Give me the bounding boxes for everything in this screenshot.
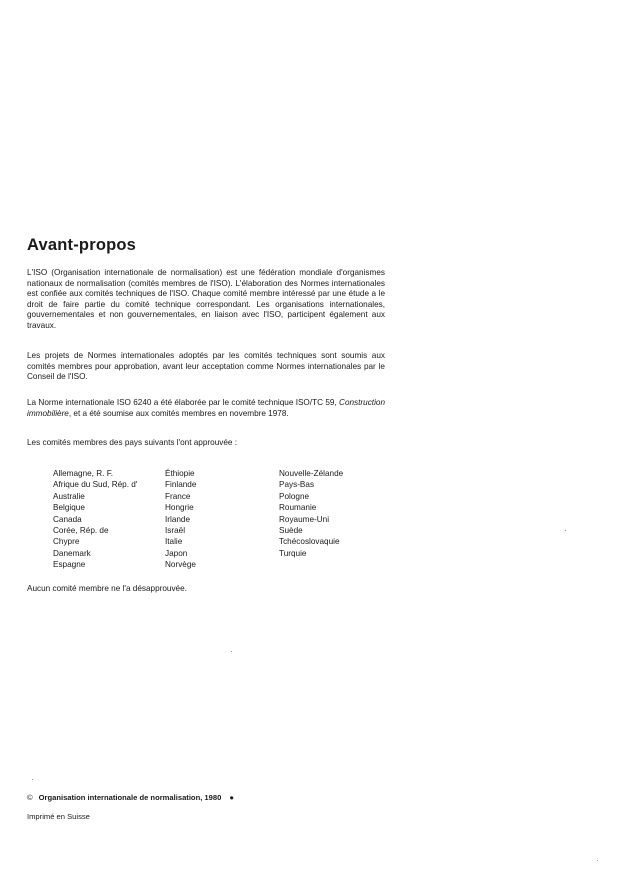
country-item: Belgique bbox=[53, 503, 85, 513]
country-item: Royaume-Uni bbox=[279, 514, 330, 524]
scan-speck bbox=[32, 779, 33, 780]
country-item: Roumanie bbox=[279, 503, 317, 513]
country-item: Japon bbox=[165, 548, 188, 558]
bullet-icon: ● bbox=[229, 793, 234, 802]
country-item: Norvège bbox=[165, 560, 196, 570]
paragraph-adoption-process: Les projets de Normes internationales adoptés par les comités techniques sont soumis aux comités membres pour approbation, avant leur acceptation comme Normes internationales par le Conseil de l'ISO. bbox=[27, 351, 385, 382]
country-column-1 bbox=[53, 468, 137, 571]
country-item: Tchécoslovaquie bbox=[279, 537, 340, 547]
approval-intro: Les comités membres des pays suivants l'ont approuvée : bbox=[27, 438, 237, 447]
country-item: France bbox=[165, 491, 191, 501]
country-item: Nouvelle-Zélande bbox=[279, 469, 344, 478]
country-item: Espagne bbox=[53, 560, 86, 570]
scan-speck bbox=[565, 530, 566, 531]
paragraph-iso-description: L'ISO (Organisation internationale de normalisation) est une fédération mondiale d'organismes nationaux de normalisation (comités membres de l'ISO). L'élaboration des Normes internationales est confiée aux comités techniques de l'ISO. Chaque comité membre intéressé par une étude a le droit de faire partie du comité technique correspondant. Les organisations internationales, gouvernementales et non gouvernementales, en liaison avec l'ISO, participent également aux travaux. bbox=[27, 268, 385, 330]
copyright-icon: © bbox=[27, 793, 33, 802]
copyright-line bbox=[27, 793, 234, 802]
paragraph-standard-origin-start: La Norme internationale ISO 6240 a été élaborée par le comité technique ISO/TC 59, bbox=[27, 398, 340, 407]
paragraph-standard-origin-end: , et a été soumise aux comités membres en novembre 1978. bbox=[68, 408, 289, 418]
country-item: Danemark bbox=[53, 548, 91, 558]
country-item: Corée, Rép. de bbox=[53, 526, 109, 536]
scan-speck bbox=[597, 860, 598, 861]
committee-name: Construction immobilière bbox=[27, 398, 385, 418]
scan-speck bbox=[231, 651, 232, 652]
printed-in-line: Imprimé en Suisse bbox=[27, 812, 90, 821]
country-item: Finlande bbox=[165, 480, 197, 490]
country-item: Israël bbox=[165, 526, 186, 536]
copyright-text: Organisation internationale de normalisation, 1980 bbox=[38, 793, 222, 802]
paragraph-standard-origin bbox=[27, 398, 385, 419]
disapproval-statement: Aucun comité membre ne l'a désapprouvée. bbox=[27, 584, 187, 593]
country-item: Éthiopie bbox=[165, 469, 195, 478]
country-item: Afrique du Sud, Rép. d' bbox=[53, 480, 138, 490]
country-item: Italie bbox=[165, 537, 183, 547]
country-item: Pologne bbox=[279, 491, 310, 501]
page-title: Avant-propos bbox=[27, 236, 137, 254]
country-item: Canada bbox=[53, 514, 82, 524]
country-item: Irlande bbox=[165, 514, 191, 524]
country-item: Pays-Bas bbox=[279, 480, 315, 490]
country-item: Hongrie bbox=[165, 503, 194, 513]
country-item: Allemagne, R. F. bbox=[53, 469, 114, 478]
country-column-3 bbox=[279, 468, 343, 559]
country-item: Australie bbox=[53, 491, 85, 501]
country-item: Turquie bbox=[279, 548, 307, 558]
country-column-2 bbox=[165, 468, 196, 571]
country-item: Chypre bbox=[53, 537, 80, 547]
country-item: Suède bbox=[279, 526, 303, 536]
